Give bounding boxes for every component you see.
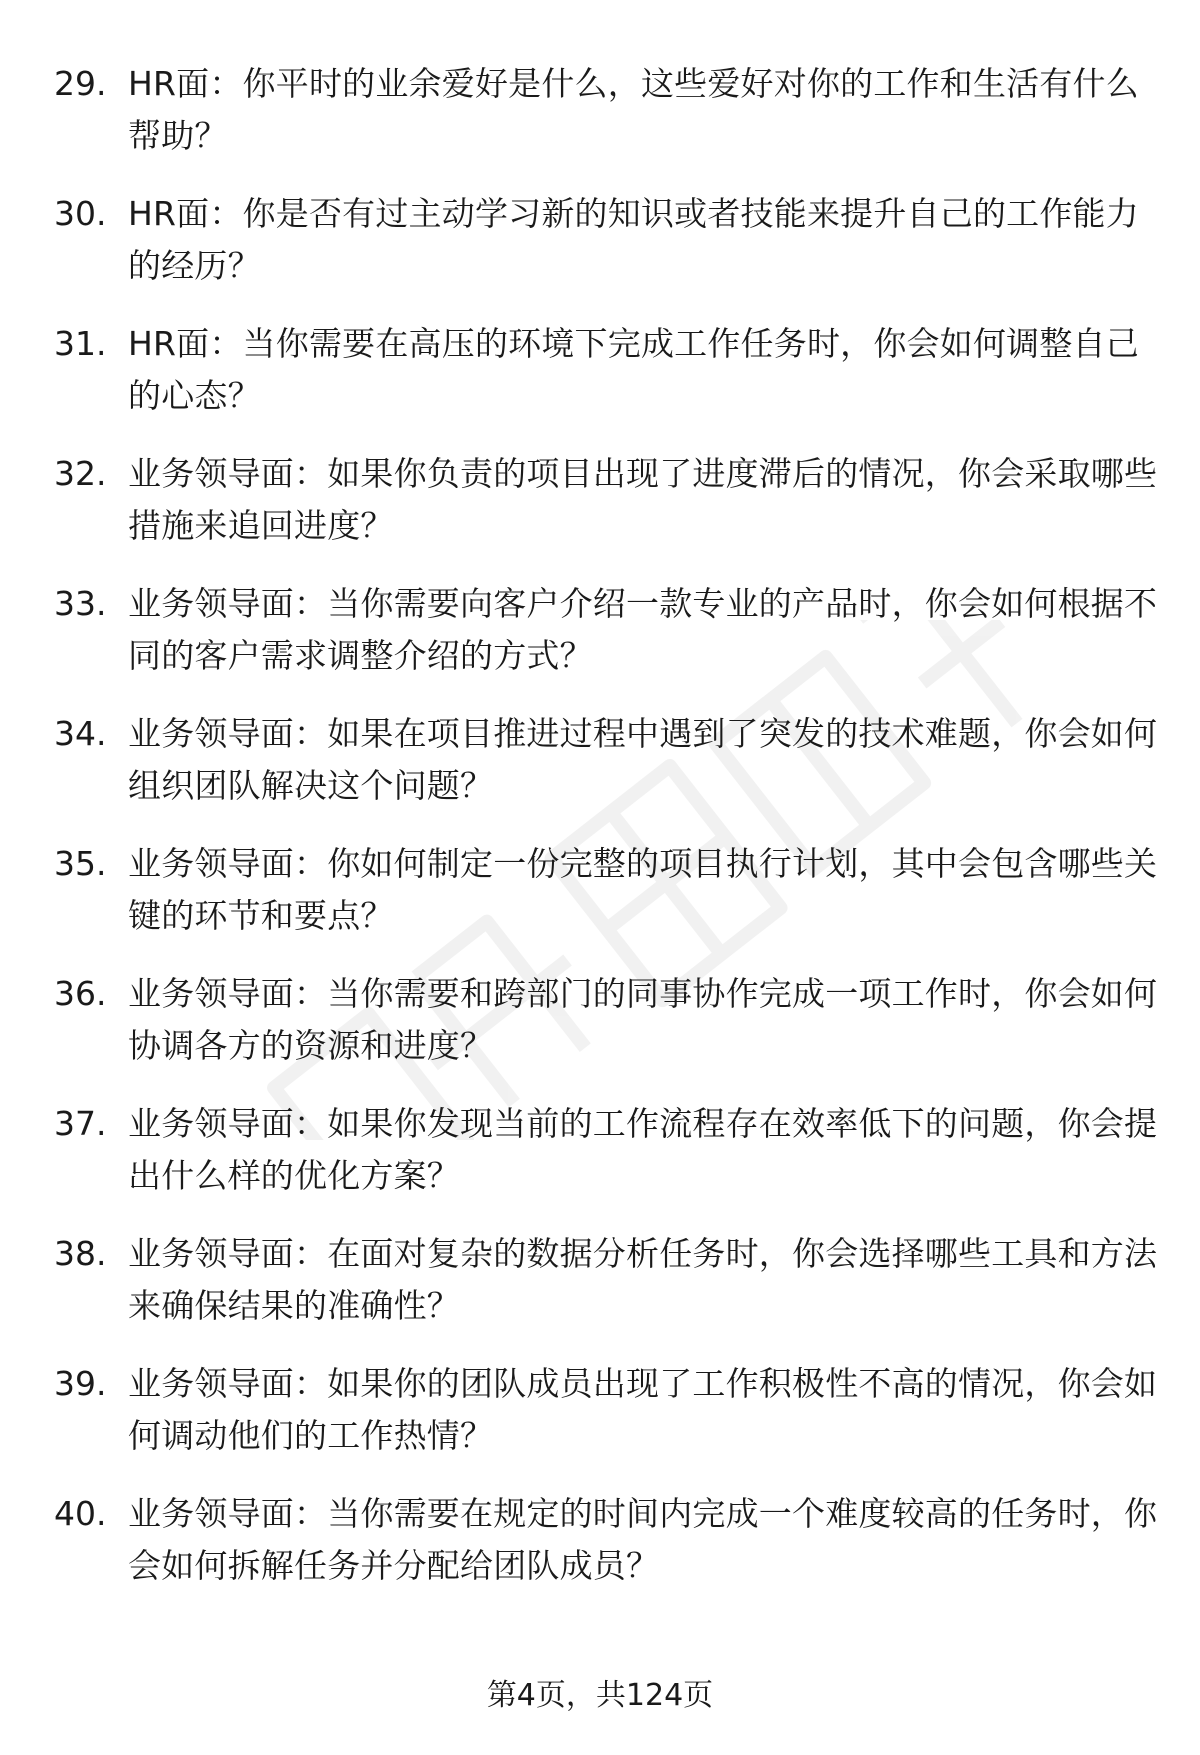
question-text: 业务领导面：当你需要在规定的时间内完成一个难度较高的任务时，你会如何拆解任务并分配给团队成员？ <box>128 1494 1158 1585</box>
question-number: 40. <box>54 1494 107 1533</box>
question-number: 30. <box>54 194 107 233</box>
question-item <box>0 1098 1200 1228</box>
question-text: 业务领导面：如果你的团队成员出现了工作积极性不高的情况，你会如何调动他们的工作热情？ <box>128 1364 1158 1455</box>
question-number: 33. <box>54 584 107 623</box>
question-item <box>0 578 1200 708</box>
question-number: 29. <box>54 64 107 103</box>
page-footer: 第4页，共124页 <box>486 1678 714 1713</box>
question-item <box>0 708 1200 838</box>
question-text: 业务领导面：你如何制定一份完整的项目执行计划，其中会包含哪些关键的环节和要点？ <box>128 844 1158 935</box>
question-text: HR面：你是否有过主动学习新的知识或者技能来提升自己的工作能力的经历？ <box>128 194 1139 285</box>
question-item <box>0 1358 1200 1488</box>
question-text: HR面：当你需要在高压的环境下完成工作任务时，你会如何调整自己的心态？ <box>128 324 1139 415</box>
question-number: 31. <box>54 324 107 363</box>
question-item <box>0 448 1200 578</box>
question-text: 业务领导面：当你需要向客户介绍一款专业的产品时，你会如何根据不同的客户需求调整介绍的方式？ <box>128 584 1158 675</box>
question-number: 32. <box>54 454 107 493</box>
question-text: 业务领导面：当你需要和跨部门的同事协作完成一项工作时，你会如何协调各方的资源和进度？ <box>128 974 1158 1065</box>
question-number: 38. <box>54 1234 107 1273</box>
question-text: HR面：你平时的业余爱好是什么，这些爱好对你的工作和生活有什么帮助？ <box>128 64 1139 155</box>
question-number: 34. <box>54 714 107 753</box>
question-number: 37. <box>54 1104 107 1143</box>
question-item <box>0 1488 1200 1618</box>
question-text: 业务领导面：在面对复杂的数据分析任务时，你会选择哪些工具和方法来确保结果的准确性？ <box>128 1234 1158 1325</box>
question-item <box>0 58 1200 188</box>
question-item <box>0 838 1200 968</box>
question-number: 35. <box>54 844 107 883</box>
question-text: 业务领导面：如果在项目推进过程中遇到了突发的技术难题，你会如何组织团队解决这个问题？ <box>128 714 1158 805</box>
question-number: 39. <box>54 1364 107 1403</box>
question-item <box>0 188 1200 318</box>
question-item <box>0 318 1200 448</box>
question-number: 36. <box>54 974 107 1013</box>
question-item <box>0 1228 1200 1358</box>
question-text: 业务领导面：如果你发现当前的工作流程存在效率低下的问题，你会提出什么样的优化方案？ <box>128 1104 1158 1195</box>
question-item <box>0 968 1200 1098</box>
question-list <box>0 58 1200 1618</box>
question-text: 业务领导面：如果你负责的项目出现了进度滞后的情况，你会采取哪些措施来追回进度？ <box>128 454 1158 545</box>
